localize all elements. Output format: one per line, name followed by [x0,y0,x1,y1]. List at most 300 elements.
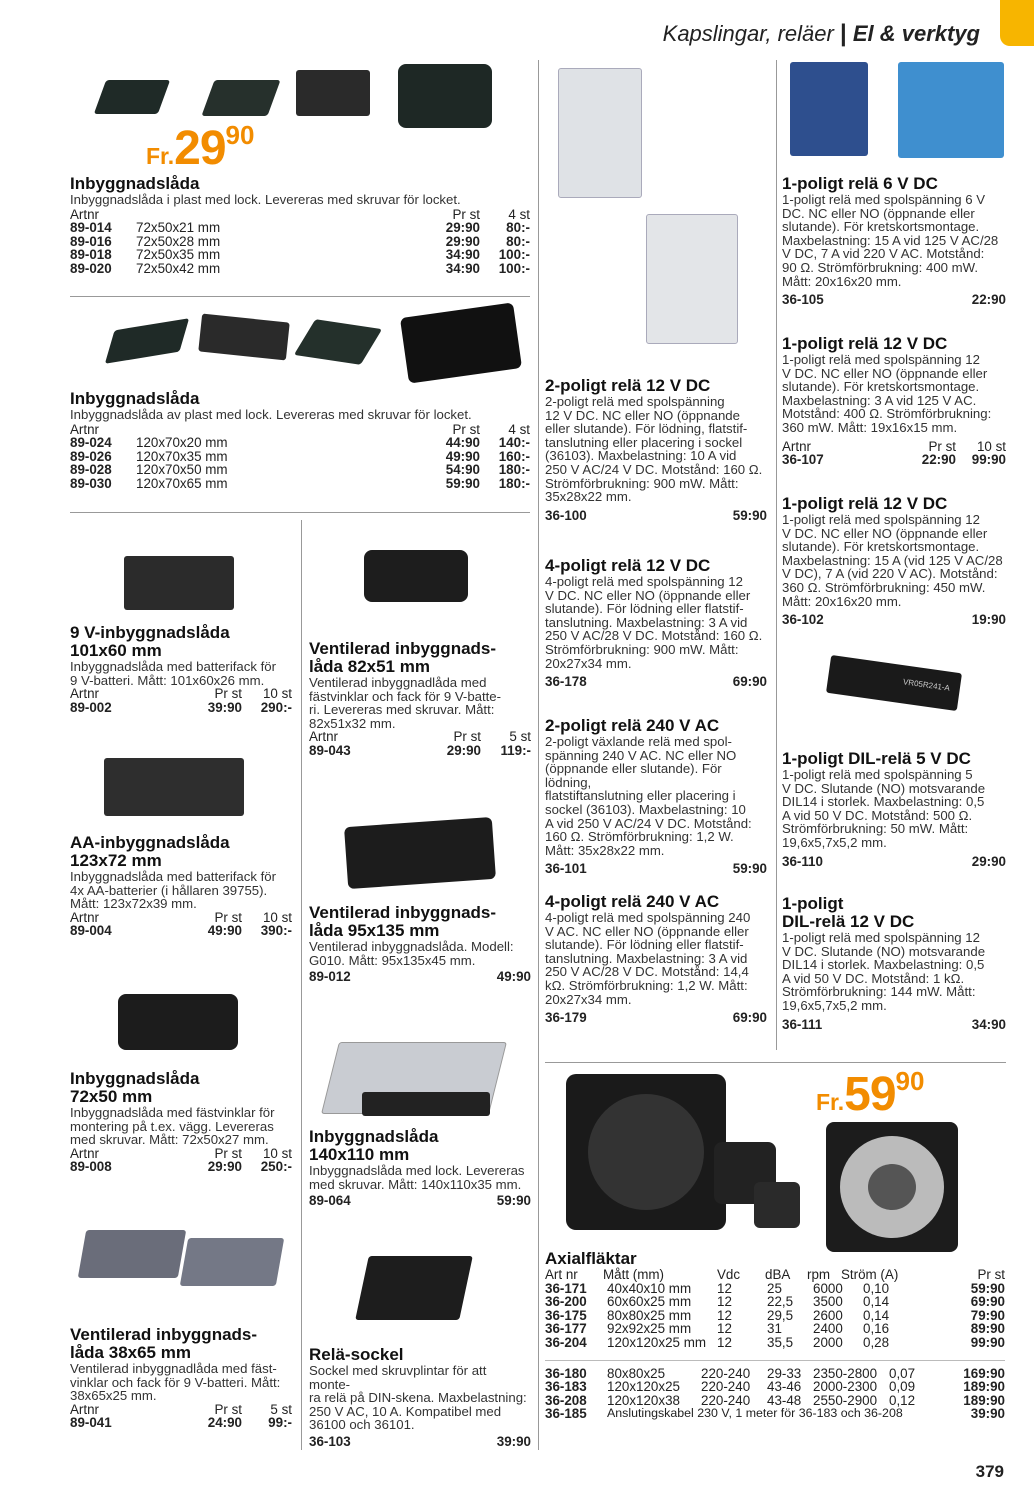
text-p1-rows-2-1: 72x50x35 mm [136,247,221,263]
text-p5-r-0: 89-008 [70,1159,112,1175]
text-fans-rows-2-4: 2600 [813,1307,843,1323]
row-divider [545,1062,1006,1063]
text-p8-d1: Ventilerad inbyggnadslåda. Modell: [309,939,514,954]
text-fans-rows2-0-0: 36-180 [545,1365,587,1381]
text-fans-rows-0-5: 0,10 [863,1280,890,1296]
text-p1-rows-0-3: 80:- [506,220,530,236]
table-row [70,450,530,464]
text-promo1-main: 29 [174,122,226,175]
text-p2-rows-3-0: 89-030 [70,475,112,491]
product-36-101 [545,717,767,876]
enclosure-image [180,1238,284,1286]
text-p2-h-1: Pr st [452,421,480,437]
product-89-064 [309,1128,531,1208]
text-p7-r-1: 29:90 [446,742,481,758]
text-p5-h-1: Pr st [214,1145,242,1161]
text-fans-rows-3-0: 36-177 [545,1321,587,1337]
table-row [70,221,530,235]
relay-image [790,62,868,156]
fan-image [566,1074,726,1230]
text-p7-t1: Ventilerad inbyggnads- [309,639,497,658]
text-fans-rows-3-4: 2400 [813,1321,843,1337]
text-r1-d-1: 12 V DC. NC eller NO (öppnande [545,407,740,423]
text-p2-h-2: 4 st [508,421,530,437]
text-s5-t2: DIL-relä 12 V DC [782,912,915,931]
text-p6-h-2: 5 st [270,1401,292,1417]
text-fans-last-2: 39:90 [970,1406,1005,1422]
text-r1-d-7: 35x28x22 mm. [545,489,632,505]
product-89-041 [70,1326,292,1430]
text-r2-d-2: slutande). För lödning eller flatstif- [545,601,744,617]
text-fans-rows-2-1: 80x80x25 mm [607,1307,692,1323]
text-fans-rows-3-1: 92x92x25 mm [607,1321,692,1337]
text-fans-h-2: Vdc [717,1267,741,1282]
text-r1-d-6: Strömförbrukning: 900 mW. Mått: [545,475,739,491]
text-p5-d2: montering på t.ex. vägg. Levereras [70,1118,274,1134]
enclosure-image [94,80,170,114]
text-p3-d1: Inbyggnadslåda med batterifack för [70,659,276,674]
enclosure-image [78,1230,186,1278]
text-r4-d-2: slutande). För lödning eller flatstif- [545,937,744,953]
text-r3-d-5: A vid 250 V AC/24 V DC. Motstånd: [545,815,752,831]
text-p10-d4: 36100 och 36101. [309,1417,415,1433]
text-p2-rows-2-3: 180:- [498,462,530,478]
text-p1-h-2: 4 st [508,206,530,222]
text-s2-d-4: Motstånd: 400 Ω. Strömförbrukning: [782,406,992,422]
text-r3-d-6: 160 Ω. Strömförbrukning: 1,2 W. [545,829,734,845]
text-r2-price: 69:90 [732,674,767,690]
text-p10-d1: Sockel med skruvplintar för att monte- [309,1363,487,1392]
text-p1-rows-1-3: 80:- [506,233,530,249]
text-p5-d1: Inbyggnadslåda med fästvinklar för [70,1105,275,1120]
text-p9-price: 59:90 [496,1193,531,1209]
text-fans-h-3: dBA [765,1267,791,1282]
table-row [70,235,530,249]
text-s4-d-0: 1-poligt relä med spolspänning 5 [782,767,973,782]
text-p7-d3: ri. Levereras med skruvar. Mått: [309,702,495,718]
header-section: El & verktyg [852,21,980,46]
text-p7-t2: låda 82x51 mm [309,657,430,676]
text-s4-t: 1-poligt DIL-relä 5 V DC [782,749,971,768]
text-s3-d-6: Mått: 20x16x20 mm. [782,593,902,609]
row-divider [70,296,530,297]
promo-price-2 [816,1066,924,1122]
text-s4-d-1: V DC. Slutande (NO) motsvarande [782,780,986,796]
text-s2-r-2: 99:90 [971,452,1006,468]
text-fans-rows2-0-1: 80x80x25 [607,1365,666,1381]
text-fans-rows-1-3: 22,5 [767,1294,794,1310]
text-fans-rows-1-4: 3500 [813,1294,843,1310]
text-p2-h-0: Artnr [70,421,100,437]
table-row [70,1416,292,1430]
text-p7-d2: fästvinklar och fack för 9 V-batte- [309,688,502,704]
text-p10-art: 36-103 [309,1433,351,1449]
table-row [70,463,530,477]
text-p6-h-1: Pr st [214,1401,242,1417]
table-row [309,1435,531,1449]
product-89-004 [70,834,292,938]
text-fans-rows2-1-0: 36-183 [545,1379,587,1395]
text-fans-rows-2-6: 79:90 [970,1307,1005,1323]
text-p1-h-1: Pr st [452,206,480,222]
enclosure-image [104,758,244,816]
text-p4-d2: 4x AA-batterier (i hållaren 39755). [70,882,268,898]
text-s1-t: 1-poligt relä 6 V DC [782,174,938,193]
text-p5-t1: Inbyggnadslåda [70,1069,200,1088]
text-fans-last-0: 36-185 [545,1406,587,1422]
text-p1-rows-3-1: 72x50x42 mm [136,260,221,276]
text-r2-d-6: 20x27x34 mm. [545,655,632,671]
text-fans-rows2-2-2: 220-240 [701,1392,751,1408]
text-r1-t: 2-poligt relä 12 V DC [545,376,711,395]
table-row [309,970,531,984]
text-fans-rows-1-2: 12 [717,1294,732,1310]
text-fans-rows-4-6: 99:90 [970,1334,1005,1350]
text-p3-r-2: 290:- [260,699,292,715]
enclosure-image [344,817,496,889]
page-number: 379 [975,1462,1004,1481]
text-p8-art: 89-012 [309,969,351,985]
text-s2-h-1: Pr st [928,438,956,454]
text-s5-d-4: Strömförbrukning: 144 mW. Mått: [782,984,976,1000]
text-s2-r-1: 22:90 [921,452,956,468]
text-p10-d2: ra relä på DIN-skena. Maxbelastning: [309,1390,527,1406]
text-fans-rows-0-1: 40x40x10 mm [607,1280,692,1296]
enclosure-image [198,314,289,361]
text-s1-d-6: Mått: 20x16x20 mm. [782,273,902,289]
text-p9-d2: med skruvar. Mått: 140x110x35 mm. [309,1176,522,1192]
promo-price-1 [146,120,254,176]
relay-image [646,214,738,344]
text-fans-rows2-2-0: 36-208 [545,1392,587,1408]
text-fans-h-6: Pr st [977,1267,1005,1282]
table-row [70,1160,292,1174]
text-fans-rows2-2-6: 189:90 [963,1392,1005,1408]
enclosure-image [296,70,370,116]
table-row [545,509,767,523]
text-fans-rows-4-0: 36-204 [545,1334,587,1350]
text-r4-d-1: V AC. NC eller NO (öppnande eller [545,923,749,939]
table-row [545,1282,1005,1296]
text-p2-rows-1-0: 89-026 [70,448,112,464]
enclosure-image [364,550,468,602]
text-r4-d-0: 4-poligt relä med spolspänning 240 [545,910,751,925]
text-fans-rows2-1-5: 0,09 [889,1379,916,1395]
text-p7-d4: 82x51x32 mm. [309,715,396,731]
text-p10-t1: Relä-sockel [309,1345,404,1364]
text-fans-h-1: Mått (mm) [603,1267,664,1282]
text-p6-t2: låda 38x65 mm [70,1343,191,1362]
text-s3-d-5: 360 Ω. Strömförbrukning: 450 mW. [782,579,986,595]
text-fans-rows-4-2: 12 [717,1334,732,1350]
text-p1-rows-3-3: 100:- [498,260,530,276]
text-s4-d-3: A vid 50 V DC. Motstånd: 500 Ω. [782,807,973,823]
text-s3-d-3: Maxbelastning: 15 A (vid 125 V AC/28 [782,552,1003,568]
table-row [545,1268,1005,1282]
row-divider [70,512,530,513]
column-divider [301,520,302,1450]
text-p5-r-2: 250:- [260,1159,292,1175]
table-row [70,477,530,491]
table-row [70,423,530,437]
text-p2-rows-2-1: 120x70x50 mm [136,462,228,478]
text-p8-price: 49:90 [496,969,531,985]
text-p3-d2: 9 V-batteri. Mått: 101x60x26 mm. [70,672,265,688]
text-fans-rows-1-0: 36-200 [545,1294,587,1310]
text-p6-t1: Ventilerad inbyggnads- [70,1325,258,1344]
table-row [70,248,530,262]
text-p3-h-0: Artnr [70,686,100,702]
enclosure-image [105,318,189,364]
table-row [70,687,292,701]
text-s1-d-3: Maxbelastning: 15 A vid 125 V AC/28 [782,232,999,248]
text-fans-h-0: Art nr [545,1267,578,1282]
text-p6-d1: Ventilerad inbyggnadlåda med fäst- [70,1361,277,1376]
text-p9-t2: 140x110 mm [309,1145,410,1164]
text-s2-d-3: Maxbelastning: 3 A vid 125 V AC. [782,392,977,408]
text-p1-rows-3-0: 89-020 [70,260,112,276]
text-fans-rows2-1-4: 2000-2300 [813,1379,878,1395]
table-row [70,701,292,715]
enclosure-image [201,80,280,116]
text-p2-rows-3-3: 180:- [498,475,530,491]
text-fans-rows2-1-6: 189:90 [963,1379,1005,1395]
text-s1-art: 36-105 [782,292,824,308]
text-s4-art: 36-110 [782,853,823,869]
text-p1-rows-0-2: 29:90 [445,220,480,236]
text-s2-d-2: slutande). För kretskortsmontage. [782,379,980,395]
text-s5-d-3: A vid 50 V DC. Motstånd: 1 kΩ. [782,970,965,986]
text-s2-r-0: 36-107 [782,452,824,468]
product-89-024 [70,390,530,491]
text-fans-rows-4-3: 35,5 [767,1334,794,1350]
fan-image [754,1182,800,1228]
text-p1-rows-0-0: 89-014 [70,220,112,236]
text-p3-h-2: 10 st [262,686,292,702]
text-r4-price: 69:90 [732,1010,767,1026]
text-r4-art: 36-179 [545,1010,587,1026]
table-row [309,730,531,744]
table-row [782,453,1006,467]
dil-relay-image [826,655,962,711]
product-title: Inbyggnadslåda [70,174,200,193]
text-p3-r-1: 39:90 [207,699,242,715]
text-fans-rows2-0-4: 2350-2800 [813,1365,878,1381]
product-36-102 [782,495,1006,627]
table-row [70,1147,292,1161]
text-p3-t1: 9 V-inbyggnadslåda [70,623,230,642]
text-p1-rows-2-3: 100:- [498,247,530,263]
fan-image [826,1122,958,1252]
text-p4-h-2: 10 st [262,909,292,925]
text-r2-t: 4-poligt relä 12 V DC [545,556,711,575]
text-p7-r-2: 119:- [500,742,531,758]
text-p2-rows-2-2: 54:90 [445,462,480,478]
text-p7-h-2: 5 st [509,729,531,745]
table-row [545,1322,1005,1336]
text-fans-last-1: Anslutingskabel 230 V, 1 meter för 36-183 och 36-208 [607,1406,903,1421]
relay-image [898,62,1004,158]
text-fans-rows-3-3: 31 [767,1321,782,1337]
text-fans-rows2-1-1: 120x120x25 [607,1379,680,1395]
text-r2-art: 36-178 [545,674,587,690]
text-p4-r-2: 390:- [260,923,292,939]
text-r1-d-5: 250 V AC/24 V DC. Motstånd: 160 Ω. [545,461,763,477]
product-36-178 [545,557,767,689]
text-fans-rows-0-6: 59:90 [970,1280,1005,1296]
product-89-014 [70,175,530,276]
text-p10-price: 39:90 [496,1433,531,1449]
text-p2-rows-0-0: 89-024 [70,435,112,451]
text-s1-d-5: 90 Ω. Strömförbrukning: 400 mW. [782,259,979,275]
text-p1-h-0: Artnr [70,206,100,222]
text-fans-rows-0-2: 12 [717,1280,732,1296]
text-fans-rows2-0-2: 220-240 [701,1365,751,1381]
product-89-012 [309,904,531,984]
text-s4-d-4: Strömförbrukning: 50 mW. Mått: [782,821,969,837]
text-r4-d-5: kΩ. Strömförbrukning: 1,2 W. Mått: [545,977,748,993]
text-s2-h-2: 10 st [976,438,1006,454]
product-36-107 [782,335,1006,467]
text-fans-rows2-0-3: 29-33 [767,1365,802,1381]
text-s5-art: 36-111 [782,1016,823,1032]
text-s3-d-2: slutande). För kretskortsmontage. [782,539,980,555]
text-p7-h-0: Artnr [309,729,339,745]
text-p2-title: Inbyggnadslåda [70,389,200,408]
column-divider [776,60,777,1050]
text-fans-rows2-1-3: 43-46 [767,1379,802,1395]
text-fans-rows2-0-6: 169:90 [963,1365,1005,1381]
text-s5-d-2: DIL14 i storlek. Maxbelastning: 0,5 [782,957,985,973]
text-s5-t1: 1-poligt [782,894,844,913]
text-fans-rows2-2-4: 2550-2900 [813,1392,878,1408]
text-p6-h-0: Artnr [70,1401,100,1417]
product-36-179 [545,893,767,1025]
text-p8-d2: G010. Mått: 95x135x45 mm. [309,952,476,968]
text-promo1-prefix: Fr. [146,143,175,169]
text-p4-h-0: Artnr [70,909,100,925]
text-p4-d3: Mått: 123x72x39 mm. [70,896,197,912]
product-36-111 [782,895,1006,1031]
text-s5-d-0: 1-poligt relä med spolspänning 12 [782,930,980,945]
text-p4-h-1: Pr st [214,909,242,925]
text-p8-t1: Ventilerad inbyggnads- [309,903,497,922]
text-r4-d-4: 250 V AC/28 V DC. Motstånd: 14,4 [545,964,749,980]
text-p9-t1: Inbyggnadslåda [309,1127,439,1146]
table-row [782,613,1006,627]
text-r3-d-7: Mått: 35x28x22 mm. [545,842,665,858]
fan-title: Axialfläktar [545,1249,637,1268]
text-r3-d-3: flatstiftanslutning eller placering i [545,788,736,804]
text-fans-h-5: Ström (A) [841,1267,899,1282]
enclosure-image [362,1092,490,1116]
text-p10-d3: 250 V AC, 10 A. Kompatibel med [309,1403,502,1419]
text-p3-r-0: 89-002 [70,699,112,715]
text-fans-rows-3-2: 12 [717,1321,732,1337]
text-fans-rows-2-2: 12 [717,1307,732,1323]
text-fans-rows2-1-2: 220-240 [701,1379,751,1395]
text-r2-d-5: Strömförbrukning: 900 mW. Mått: [545,641,739,657]
section-tab [1000,0,1034,46]
text-r3-d-0: 2-poligt växlande relä med spol- [545,734,732,749]
text-r3-price: 59:90 [732,861,767,877]
text-s5-d-1: V DC. Slutande (NO) motsvarande [782,943,986,959]
table-row [70,208,530,222]
text-fans-h-4: rpm [807,1267,831,1282]
text-fans-rows-4-4: 2000 [813,1334,843,1350]
relay-print: VR05R241-A [902,677,951,693]
text-p5-h-0: Artnr [70,1145,100,1161]
table-row [70,436,530,450]
text-s3-d-0: 1-poligt relä med spolspänning 12 [782,512,980,527]
text-fans-rows-1-6: 69:90 [970,1294,1005,1310]
text-p9-art: 89-064 [309,1193,351,1209]
text-p6-r-0: 89-041 [70,1415,112,1431]
text-fans-rows-3-5: 0,16 [863,1321,890,1337]
text-fans-rows-2-5: 0,14 [863,1307,890,1323]
text-p1-rows-1-0: 89-016 [70,233,112,249]
text-p2-rows-0-3: 140:- [498,435,530,451]
product-36-100 [545,377,767,522]
text-fans-rows-0-4: 6000 [813,1280,843,1296]
text-p4-t1: AA-inbyggnadslåda [70,833,230,852]
enclosure-image [118,994,238,1050]
text-r1-d-2: eller slutande). För lödning, flatstif- [545,421,748,437]
table-row [545,675,767,689]
socket-image [355,1256,473,1320]
text-p4-d1: Inbyggnadslåda med batterifack för [70,869,276,884]
text-r1-price: 59:90 [732,507,767,523]
text-p6-r-2: 99:- [268,1415,292,1431]
text-r4-d-3: tanslutning. Maxbelastning: 3 A vid [545,950,748,966]
text-s3-d-1: V DC. NC eller NO (öppnande eller [782,525,988,541]
text-r2-d-0: 4-poligt relä med spolspänning 12 [545,574,743,589]
header-category: Kapslingar, reläer [662,21,834,46]
text-promo2-main: 59 [844,1068,896,1121]
table-row [782,440,1006,454]
text-s1-price: 22:90 [971,292,1006,308]
table-row [70,262,530,276]
table-row [70,924,292,938]
table-row [70,1403,292,1417]
text-p7-r-0: 89-043 [309,742,351,758]
text-p2-rows-0-1: 120x70x20 mm [136,435,228,451]
enclosure-image [400,302,522,383]
text-p2-rows-3-2: 59:90 [445,475,480,491]
text-s4-d-2: DIL14 i storlek. Maxbelastning: 0,5 [782,794,985,810]
table-row [70,911,292,925]
text-s4-d-5: 19,6x5,7x5,2 mm. [782,834,887,850]
text-r2-d-3: tanslutning. Maxbelastning: 3 A vid [545,614,748,630]
text-s1-d-4: V DC, 7 A vid 220 V AC. Motstånd: [782,246,985,262]
enclosure-image [124,556,234,610]
text-p4-r-0: 89-004 [70,923,112,939]
text-r2-d-1: V DC. NC eller NO (öppnande eller [545,587,751,603]
text-fans-rows-4-1: 120x120x25 mm [607,1334,706,1350]
text-r1-d-3: tanslutning eller placering i sockel [545,434,743,450]
text-p2-rows-1-3: 160:- [498,448,530,464]
text-fans-rows-0-0: 36-171 [545,1280,587,1296]
product-89-008 [70,1070,292,1174]
table-row [545,1011,767,1025]
text-p2-rows-0-2: 44:90 [445,435,480,451]
product-36-110 [782,750,1006,868]
table-row [782,855,1006,869]
text-p1-rows-2-2: 34:90 [445,247,480,263]
column-divider [538,60,539,1450]
text-s1-d-0: 1-poligt relä med spolspänning 6 V [782,192,986,207]
text-r1-d-0: 2-poligt relä med spolspänning [545,394,725,409]
